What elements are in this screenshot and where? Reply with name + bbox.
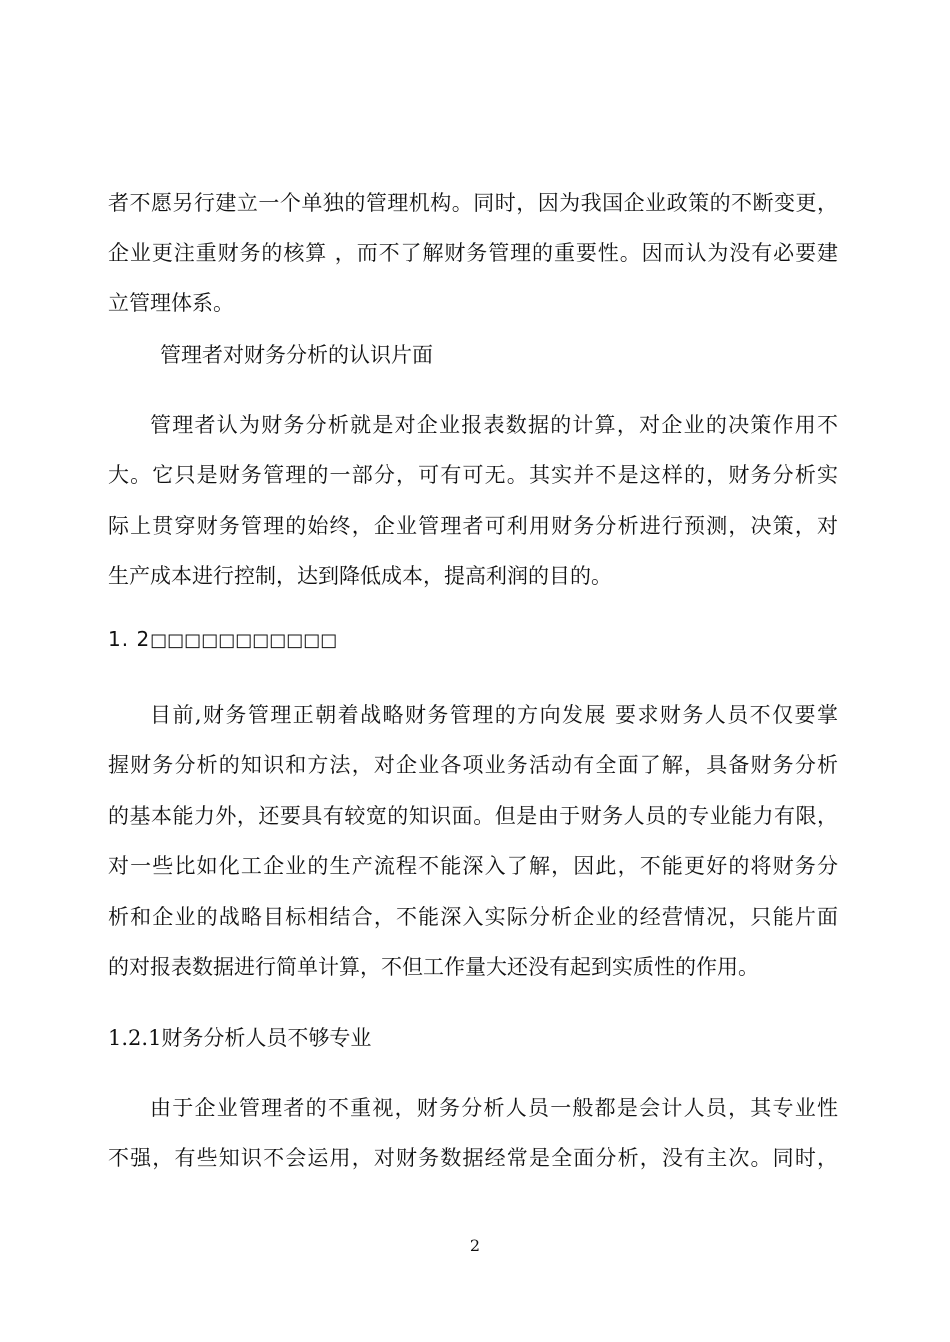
paragraph-line: 目前,财务管理正朝着战略财务管理的方向发展 要求财务人员不仅要掌 bbox=[150, 703, 838, 727]
paragraph-line: 企业更注重财务的核算 ，而不了解财务管理的重要性。因而认为没有必要建 bbox=[108, 241, 838, 265]
page-number: 2 bbox=[469, 1236, 481, 1255]
paragraph-line: 者不愿另行建立一个单独的管理机构。同时，因为我国企业政策的不断变更， bbox=[108, 191, 838, 215]
paragraph-line: 的对报表数据进行简单计算，不但工作量大还没有起到实质性的作用。 bbox=[108, 955, 759, 979]
paragraph-line: 不强，有些知识不会运用，对财务数据经常是全面分析，没有主次。同时， bbox=[108, 1146, 838, 1170]
paragraph-line: 的基本能力外，还要具有较宽的知识面。但是由于财务人员的专业能力有限， bbox=[108, 804, 838, 828]
section-subheading: 管理者对财务分析的认识片面 bbox=[160, 343, 433, 367]
paragraph-line: 生产成本进行控制，达到降低成本，提高利润的目的。 bbox=[108, 564, 612, 588]
paragraph-line: 由于企业管理者的不重视，财务分析人员一般都是会计人员，其专业性 bbox=[150, 1096, 838, 1120]
section-heading bbox=[108, 624, 838, 656]
paragraph-line: 握财务分析的知识和方法，对企业各项业务活动有全面了解，具备财务分析 bbox=[108, 753, 838, 777]
paragraph-line: 际上贯穿财务管理的始终，企业管理者可利用财务分析进行预测，决策，对 bbox=[108, 514, 838, 538]
paragraph-line: 大。它只是财务管理的一部分，可有可无。其实并不是这样的，财务分析实 bbox=[108, 463, 838, 487]
paragraph-line: 管理者认为财务分析就是对企业报表数据的计算，对企业的决策作用不 bbox=[150, 413, 838, 437]
section-heading-number: 1. 2 bbox=[108, 627, 151, 651]
paragraph-line: 析和企业的战略目标相结合，不能深入实际分析企业的经营情况，只能片面 bbox=[108, 905, 838, 929]
section-heading-title: □□□□□□□□□□□ bbox=[150, 630, 338, 651]
paragraph-line: 对一些比如化工企业的生产流程不能深入了解，因此，不能更好的将财务分 bbox=[108, 854, 838, 878]
subsection-heading: 1.2.1财务分析人员不够专业 bbox=[108, 1026, 372, 1050]
paragraph-line: 立管理体系。 bbox=[108, 291, 234, 315]
